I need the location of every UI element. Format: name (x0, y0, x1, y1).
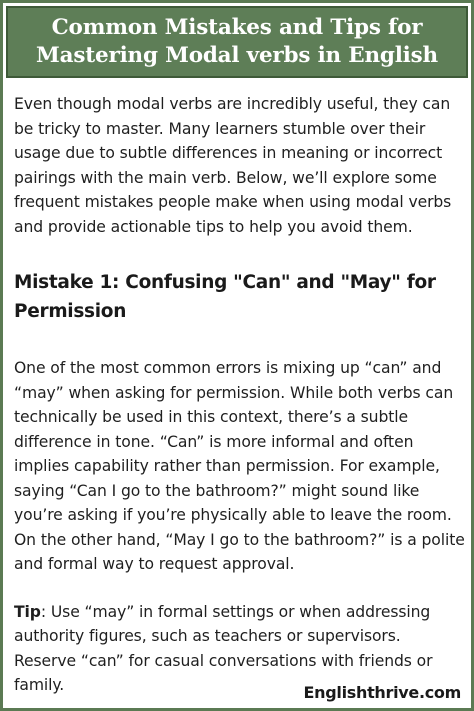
brand-watermark: Englishthrive.com (303, 683, 461, 702)
section-body: One of the most common errors is mixing up “can” and “may” when asking for permission. While both verbs can technically be used in this context, there’s a subtle difference in tone. “Can” is more informal and often implies capability rather than permission. For example, saying “Can I go to the bathroom?” might sound like you’re asking if you’re physically able to leave the room. On the other hand, “May I go to the bathroom?” is a polite and formal way to request approval. (14, 359, 465, 573)
title-line-2: Mastering Modal verbs in English (36, 43, 438, 68)
page-title (36, 14, 438, 70)
tip-text: : Use “may” in formal settings or when addressing authority figures, such as teachers or supervisors. Reserve “can” for casual conversations with friends or family. (14, 602, 433, 694)
tip-label: Tip (14, 602, 41, 621)
title-line-1: Common Mistakes and Tips for (51, 15, 423, 40)
article-content (14, 92, 466, 698)
title-banner (6, 6, 468, 78)
intro-paragraph: Even though modal verbs are incredibly useful, they can be tricky to master. Many learners stumble over their usage due to subtle differences in meaning or incorrect pairings with the main verb. Below, we’ll explore some frequent mistakes people make when using modal verbs and provide actionable tips to help you avoid them. (14, 95, 452, 236)
section-heading: Mistake 1: Confusing "Can" and "May" for Permission (14, 272, 436, 322)
